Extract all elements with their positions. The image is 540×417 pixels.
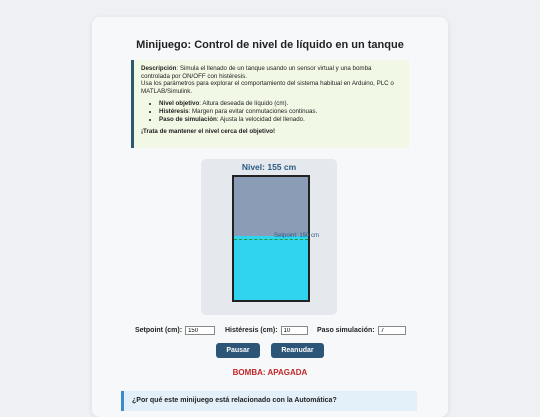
pump-status: BOMBA: APAGADA bbox=[232, 368, 308, 377]
item-label: Nivel objetivo bbox=[159, 100, 200, 108]
description-intro bbox=[141, 65, 402, 80]
description-intro-text: : Simula el llenado de un tanque usando un sensor virtual y una bomba controlada por ON/OFF con histéresis. bbox=[141, 65, 372, 80]
setpoint-input[interactable] bbox=[185, 326, 215, 335]
tank bbox=[232, 175, 310, 302]
level-readout: Nivel: 155 cm bbox=[241, 162, 297, 172]
item-text: : Margen para evitar conmutaciones continuas. bbox=[188, 107, 318, 115]
description-intro-label: Descripción bbox=[141, 65, 177, 72]
list-item bbox=[159, 100, 402, 108]
step-input[interactable] bbox=[378, 326, 406, 335]
parameter-list bbox=[141, 100, 402, 123]
setpoint-line bbox=[234, 239, 308, 240]
hysteresis-input-label: Histéresis (cm): bbox=[225, 327, 278, 334]
page-title: Minijuego: Control de nivel de líquido en un tanque bbox=[136, 39, 404, 51]
setpoint-input-label: Setpoint (cm): bbox=[135, 327, 183, 334]
item-text: : Altura deseada de líquido (cm). bbox=[199, 100, 289, 108]
step-control bbox=[317, 326, 406, 335]
item-label: Histéresis bbox=[159, 107, 189, 115]
info-heading: ¿Por qué este minijuego está relacionado con la Automática? bbox=[132, 397, 337, 404]
description-usage: Usa los parámetros para explorar el comportamiento del sistema habitual en Arduino, PLC o MATLAB/Simulink. bbox=[141, 80, 394, 95]
list-item bbox=[159, 116, 402, 124]
info-heading-box bbox=[121, 391, 417, 411]
controls-row bbox=[0, 326, 540, 338]
item-text: : Ajusta la velocidad del llenado. bbox=[216, 115, 305, 123]
setpoint-label: Setpoint: 150 cm bbox=[274, 232, 320, 239]
list-item bbox=[159, 108, 402, 116]
setpoint-control bbox=[135, 326, 215, 335]
step-input-label: Paso simulación: bbox=[317, 327, 375, 334]
item-label: Paso de simulación bbox=[159, 115, 217, 123]
description-box bbox=[131, 60, 409, 148]
hysteresis-input[interactable] bbox=[281, 326, 308, 335]
water-fill bbox=[234, 236, 308, 300]
resume-button[interactable]: Reanudar bbox=[271, 343, 324, 358]
pause-button[interactable]: Pausar bbox=[216, 343, 260, 358]
tank-panel bbox=[201, 159, 337, 315]
call-to-action: ¡Trata de mantener el nivel cerca del objetivo! bbox=[141, 128, 276, 136]
hysteresis-control bbox=[225, 326, 308, 335]
